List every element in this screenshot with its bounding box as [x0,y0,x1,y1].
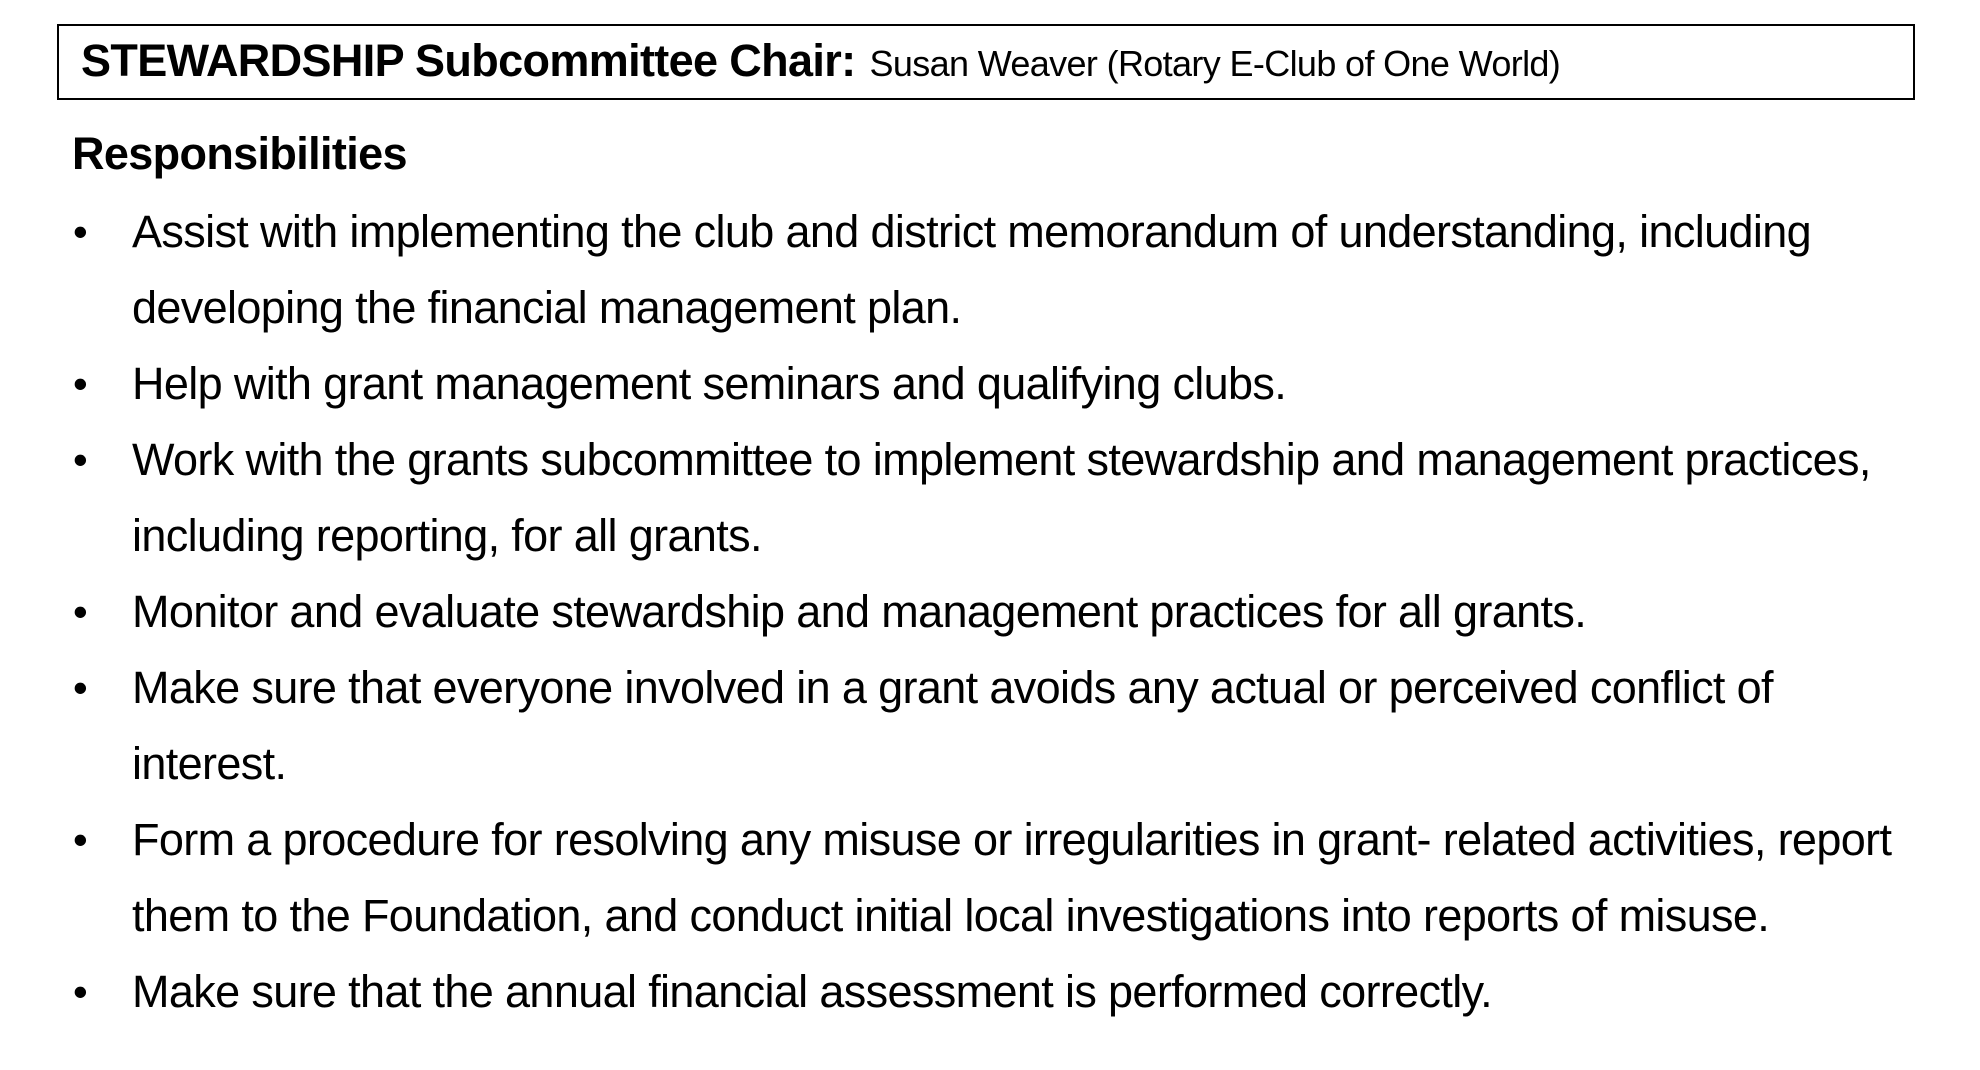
list-item-line: Work with the grants subcommittee to implement stewardship and management practices, [132,434,1871,485]
responsibilities-list [0,194,1980,1030]
list-item-line: Help with grant management seminars and qualifying clubs. [132,358,1287,409]
list-item-line: including reporting, for all grants. [132,510,762,561]
list-item [73,574,1980,650]
bullet-icon: • [73,816,88,863]
list-item-line: them to the Foundation, and conduct initial local investigations into reports of misuse. [132,890,1770,941]
list-item-line: interest. [132,738,287,789]
list-item-line: Assist with implementing the club and district memorandum of understanding, including [132,206,1811,257]
list-item [73,802,1980,954]
list-item-line: Monitor and evaluate stewardship and management practices for all grants. [132,586,1587,637]
list-item [73,650,1980,802]
list-item-line: Form a procedure for resolving any misuse or irregularities in grant- related activities, report [132,814,1892,865]
bullet-icon: • [73,208,88,255]
bullet-icon: • [73,360,88,407]
list-item-line: developing the financial management plan. [132,282,962,333]
chair-box [57,24,1915,100]
chair-label: STEWARDSHIP Subcommittee Chair: [81,35,856,86]
bullet-icon: • [73,436,88,483]
chair-value: Susan Weaver (Rotary E-Club of One World) [869,43,1561,84]
list-item [73,194,1980,346]
list-item [73,422,1980,574]
bullet-icon: • [73,968,88,1015]
section-heading: Responsibilities [72,128,407,179]
list-item [73,954,1980,1030]
bullet-icon: • [73,664,88,711]
list-item-line: Make sure that the annual financial assessment is performed correctly. [132,966,1493,1017]
list-item-line: Make sure that everyone involved in a grant avoids any actual or perceived conflict of [132,662,1773,713]
bullet-icon: • [73,588,88,635]
list-item [73,346,1980,422]
